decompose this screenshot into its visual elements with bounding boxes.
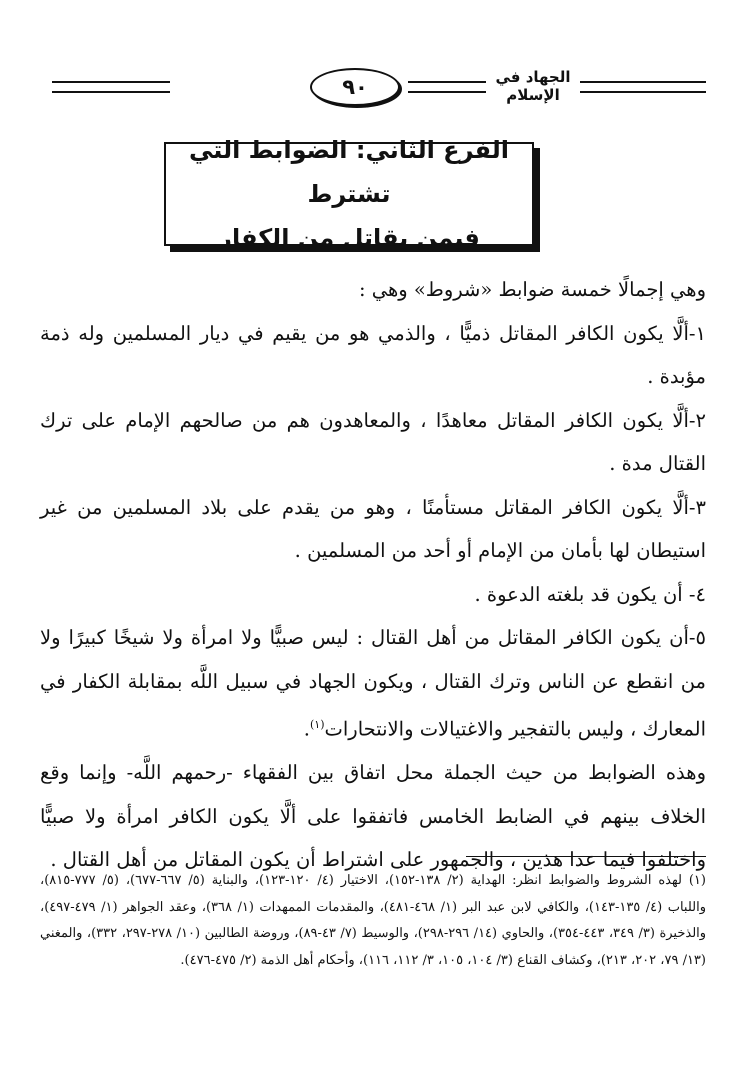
paragraph-condition-4: ٤- أن يكون قد بلغته الدعوة . [474,582,706,606]
paragraph-condition-3: ٣-ألَّا يكون الكافر المقاتل مستأمنًا ، وهو من يقدم على بلاد المسلمين من غير استيطان لها بأمان من الإمام أو أحد من المسلمين . [40,495,706,562]
section-title-box [164,136,534,252]
paragraph-condition-2: ٢-ألَّا يكون الكافر المقاتل معاهدًا ، والمعاهدون هم من صالحهم الإمام على ترك القتال مدة . [40,408,706,475]
body-text [40,268,706,882]
paragraph-conclusion: وهذه الضوابط من حيث الجملة محل اتفاق بين الفقهاء -رحمهم اللَّه- وإنما وقع الخلاف بينهم في الضابط الخامس فاتفقوا على ألَّا يكون الكافر امرأة ولا صبيًّا واختلفوا فيما عدا هذين ، والجمهور على اشتراط أن يكون المقاتل من أهل القتال . [40,761,706,871]
paragraph-condition-5: ٥-أن يكون الكافر المقاتل من أهل القتال : ليس صبيًّا ولا امرأة ولا شيخًا كبيرًا ولا من انقطع عن الناس وترك القتال ، ويكون الجهاد في سبيل اللَّه بمقابلة الكفار في المعارك ، وليس بالتفجير والاغتيالات والانتحارات$^{(١)}$. [40,626,706,741]
page-number: ٩٠ [310,68,400,106]
footnote-divider [466,856,706,857]
condition-5-text: ٥-أن يكون الكافر المقاتل من أهل القتال : ليس صبيًّا ولا امرأة ولا شيخًا كبيرًا ولا من انقطع عن الناس وترك القتال ، ويكون الجهاد في سبيل اللَّه بمقابلة الكفار في المعارك ، وليس بالتفجير والاغتيالات والانتحارات [40,626,706,741]
section-title-line-1: الفرع الثاني: الضوابط التي تشترط [188,136,510,208]
footnote-marker[interactable]: (١) [310,718,325,731]
header-rule-left [52,81,170,93]
paragraph-condition-1: ١-ألَّا يكون الكافر المقاتل ذميًّا ، والذمي هو من يقيم في ديار المسلمين وله ذمة مؤبدة . [40,321,706,388]
section-title-line-2: فيمن يقاتل من الكفار [218,224,480,252]
running-title: الجهاد في الإسلام [495,68,571,104]
page-header [40,62,706,112]
footnote-1: (١) لهذه الشروط والضوابط انظر: الهداية (٢/ ١٣٨-١٥٢)، الاختيار (٤/ ١٢٠-١٢٣)، والبناية (٥/ ٦٦٧-٦٧٧)، (٥/ ٧٧٧-٨١٥)، واللباب (٤/ ١٣٥-١٤٣)، والكافي لابن عبد البر (١/ ٤٦٨-٤٨١)، والمقدمات الممهدات (١/ ٣٦٨)، وعقد الجواهر (١/ ٤٧٩-٤٩٧)، والذخيرة (٣/ ٣٤٩، ٤٤٣-٣٥٤)، والحاوي (١٤/ ٢٩٦-٢٩٨)، والوسيط (٧/ ٤٣-٨٩)، وروضة الطالبين (١٠/ ٢٧٨-٢٩٧، ٣٣٢)، والمغني (١٣/ ٧٩، ٢٠٢، ٢١٣)، وكشاف القناع (٣/ ١٠٤، ١٠٥، ٣/ ١١٢، ١١٦)، وأحكام أهل الذمة (٢/ ٤٧٥-٤٧٦). [40,873,707,968]
header-rule-right [580,81,706,93]
footnotes [40,868,706,974]
paragraph-intro: وهي إجمالًا خمسة ضوابط «شروط» وهي : [358,278,706,301]
header-rule-middle [408,81,486,93]
